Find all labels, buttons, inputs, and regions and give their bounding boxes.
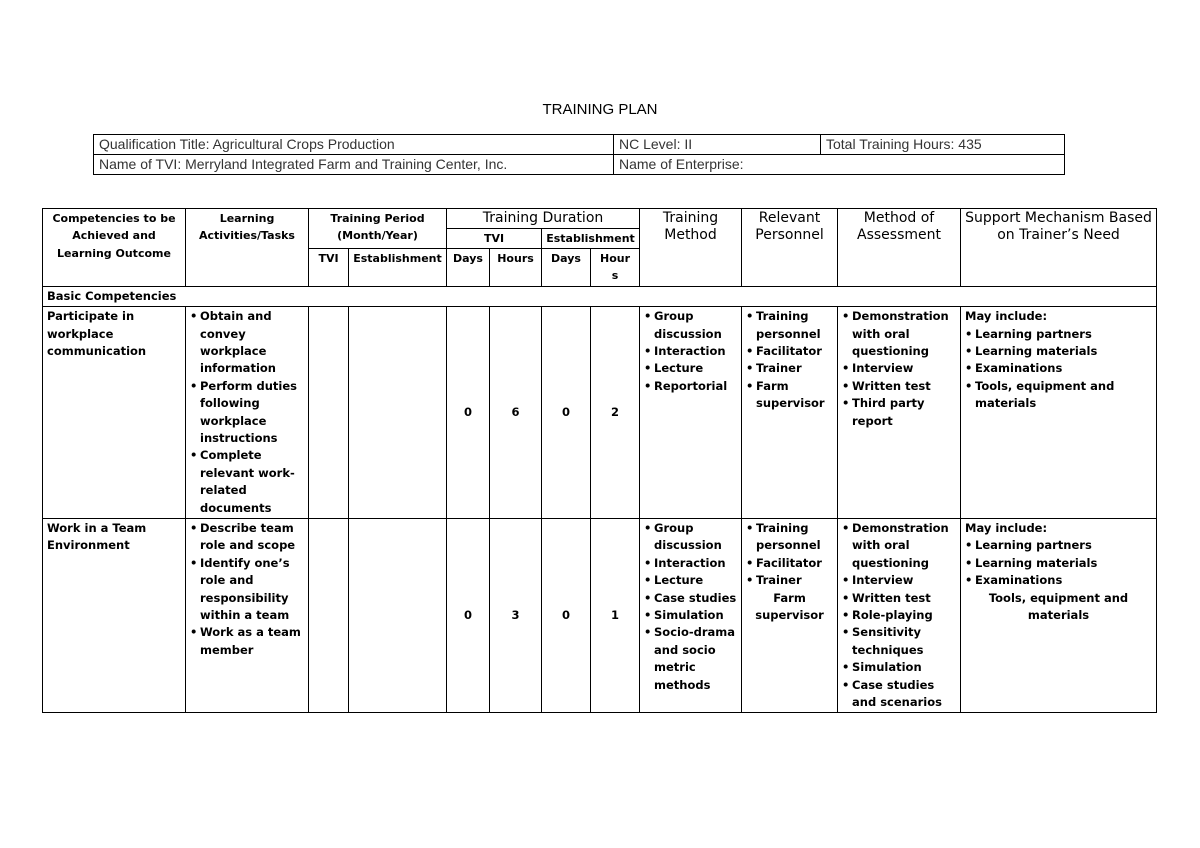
qualification-title: Qualification Title: Agricultural Crops Production [94, 135, 614, 155]
header-method-of-assessment: Method of Assessment [838, 209, 961, 287]
table-row [43, 519, 1157, 713]
activities-cell [186, 307, 309, 519]
header-duration-tvi: TVI [447, 228, 542, 248]
list-item: • Interview [852, 360, 956, 377]
list-item: • Third party report [852, 395, 956, 430]
header-training-period: Training Period (Month/Year) [309, 209, 447, 249]
personnel-extra: Farm supervisor [755, 590, 824, 623]
list-item: • Lecture [654, 572, 737, 589]
tvi-hours-cell: 6 [490, 307, 542, 519]
section-basic-competencies: Basic Competencies [43, 286, 1157, 306]
list-item: • Learning materials [975, 343, 1152, 360]
tvi-days-cell: 0 [447, 307, 490, 519]
period-tvi-cell [309, 307, 349, 519]
enterprise-name: Name of Enterprise: [614, 155, 1065, 175]
list-item: • Sensitivity techniques [852, 624, 956, 659]
list-item: • Perform duties following workplace instructions [200, 378, 304, 448]
list-item: • Tools, equipment and materials [975, 378, 1152, 413]
assessment-cell [838, 519, 961, 713]
list-item: • Training personnel [756, 520, 833, 555]
list-item: • Trainer [756, 572, 833, 589]
methods-cell [640, 307, 742, 519]
list-item: • Case studies [654, 590, 737, 607]
period-establishment-cell [349, 307, 447, 519]
list-item: • Training personnel [756, 308, 833, 343]
header-est-hours: Hour s [591, 248, 640, 286]
header-est-days: Days [542, 248, 591, 286]
assessment-cell [838, 307, 961, 519]
list-item: • Learning partners [975, 326, 1152, 343]
header-period-establishment: Establishment [349, 248, 447, 286]
list-item: • Describe team role and scope [200, 520, 304, 555]
list-item: • Case studies and scenarios [852, 677, 956, 712]
list-item: • Demonstration with oral questioning [852, 308, 956, 360]
total-training-hours: Total Training Hours: 435 [821, 135, 1065, 155]
support-cell [961, 307, 1157, 519]
competency-cell: Participate in workplace communication [43, 307, 186, 519]
support-cell [961, 519, 1157, 713]
list-item: • Role-playing [852, 607, 956, 624]
list-item: • Identify one’s role and responsibility within a team [200, 555, 304, 625]
list-item: • Written test [852, 378, 956, 395]
list-item: • Group discussion [654, 520, 737, 555]
list-item: • Farm supervisor [756, 378, 833, 413]
tvi-days-cell: 0 [447, 519, 490, 713]
support-intro: May include: [965, 521, 1048, 535]
list-item: • Interview [852, 572, 956, 589]
header-relevant-personnel: Relevant Personnel [742, 209, 838, 287]
methods-cell [640, 519, 742, 713]
qualification-info-table [93, 134, 1065, 175]
list-item: • Obtain and convey workplace information [200, 308, 304, 378]
est-days-cell: 0 [542, 307, 591, 519]
list-item: • Simulation [852, 659, 956, 676]
list-item: • Examinations [975, 572, 1152, 589]
personnel-cell [742, 307, 838, 519]
list-item: • Group discussion [654, 308, 737, 343]
list-item: • Trainer [756, 360, 833, 377]
list-item: • Interaction [654, 343, 737, 360]
header-tvi-days: Days [447, 248, 490, 286]
tvi-hours-cell: 3 [490, 519, 542, 713]
header-duration-establishment: Establishment [542, 228, 640, 248]
list-item: • Simulation [654, 607, 737, 624]
header-training-duration: Training Duration [447, 209, 640, 229]
competency-cell: Work in a Team Environment [43, 519, 186, 713]
tvi-name: Name of TVI: Merryland Integrated Farm and Training Center, Inc. [94, 155, 614, 175]
est-days-cell: 0 [542, 519, 591, 713]
period-tvi-cell [309, 519, 349, 713]
personnel-cell [742, 519, 838, 713]
period-establishment-cell [349, 519, 447, 713]
nc-level: NC Level: II [614, 135, 821, 155]
header-period-tvi: TVI [309, 248, 349, 286]
list-item: • Written test [852, 590, 956, 607]
training-plan-table [42, 208, 1157, 713]
est-hours-cell: 2 [591, 307, 640, 519]
est-hours-cell: 1 [591, 519, 640, 713]
list-item: • Interaction [654, 555, 737, 572]
table-row [43, 307, 1157, 519]
list-item: • Complete relevant work-related documents [200, 447, 304, 517]
list-item: • Learning partners [975, 537, 1152, 554]
list-item: • Work as a team member [200, 624, 304, 659]
list-item: • Reportorial [654, 378, 737, 395]
header-training-method: Training Method [640, 209, 742, 287]
list-item: • Lecture [654, 360, 737, 377]
header-activities: Learning Activities/Tasks [186, 209, 309, 287]
list-item: • Socio-drama and socio metric methods [654, 624, 737, 694]
header-competencies: Competencies to be Achieved and Learning Outcome [43, 209, 186, 287]
support-extra: Tools, equipment and materials [988, 590, 1129, 623]
header-support-mechanism: Support Mechanism Based on Trainer’s Need [961, 209, 1157, 287]
list-item: • Learning materials [975, 555, 1152, 572]
page-title: TRAINING PLAN [542, 101, 658, 118]
header-tvi-hours: Hours [490, 248, 542, 286]
support-intro: May include: [965, 309, 1048, 324]
activities-cell [186, 519, 309, 713]
list-item: • Examinations [975, 360, 1152, 377]
list-item: • Demonstration with oral questioning [852, 520, 956, 572]
list-item: • Facilitator [756, 555, 833, 572]
list-item: • Facilitator [756, 343, 833, 360]
